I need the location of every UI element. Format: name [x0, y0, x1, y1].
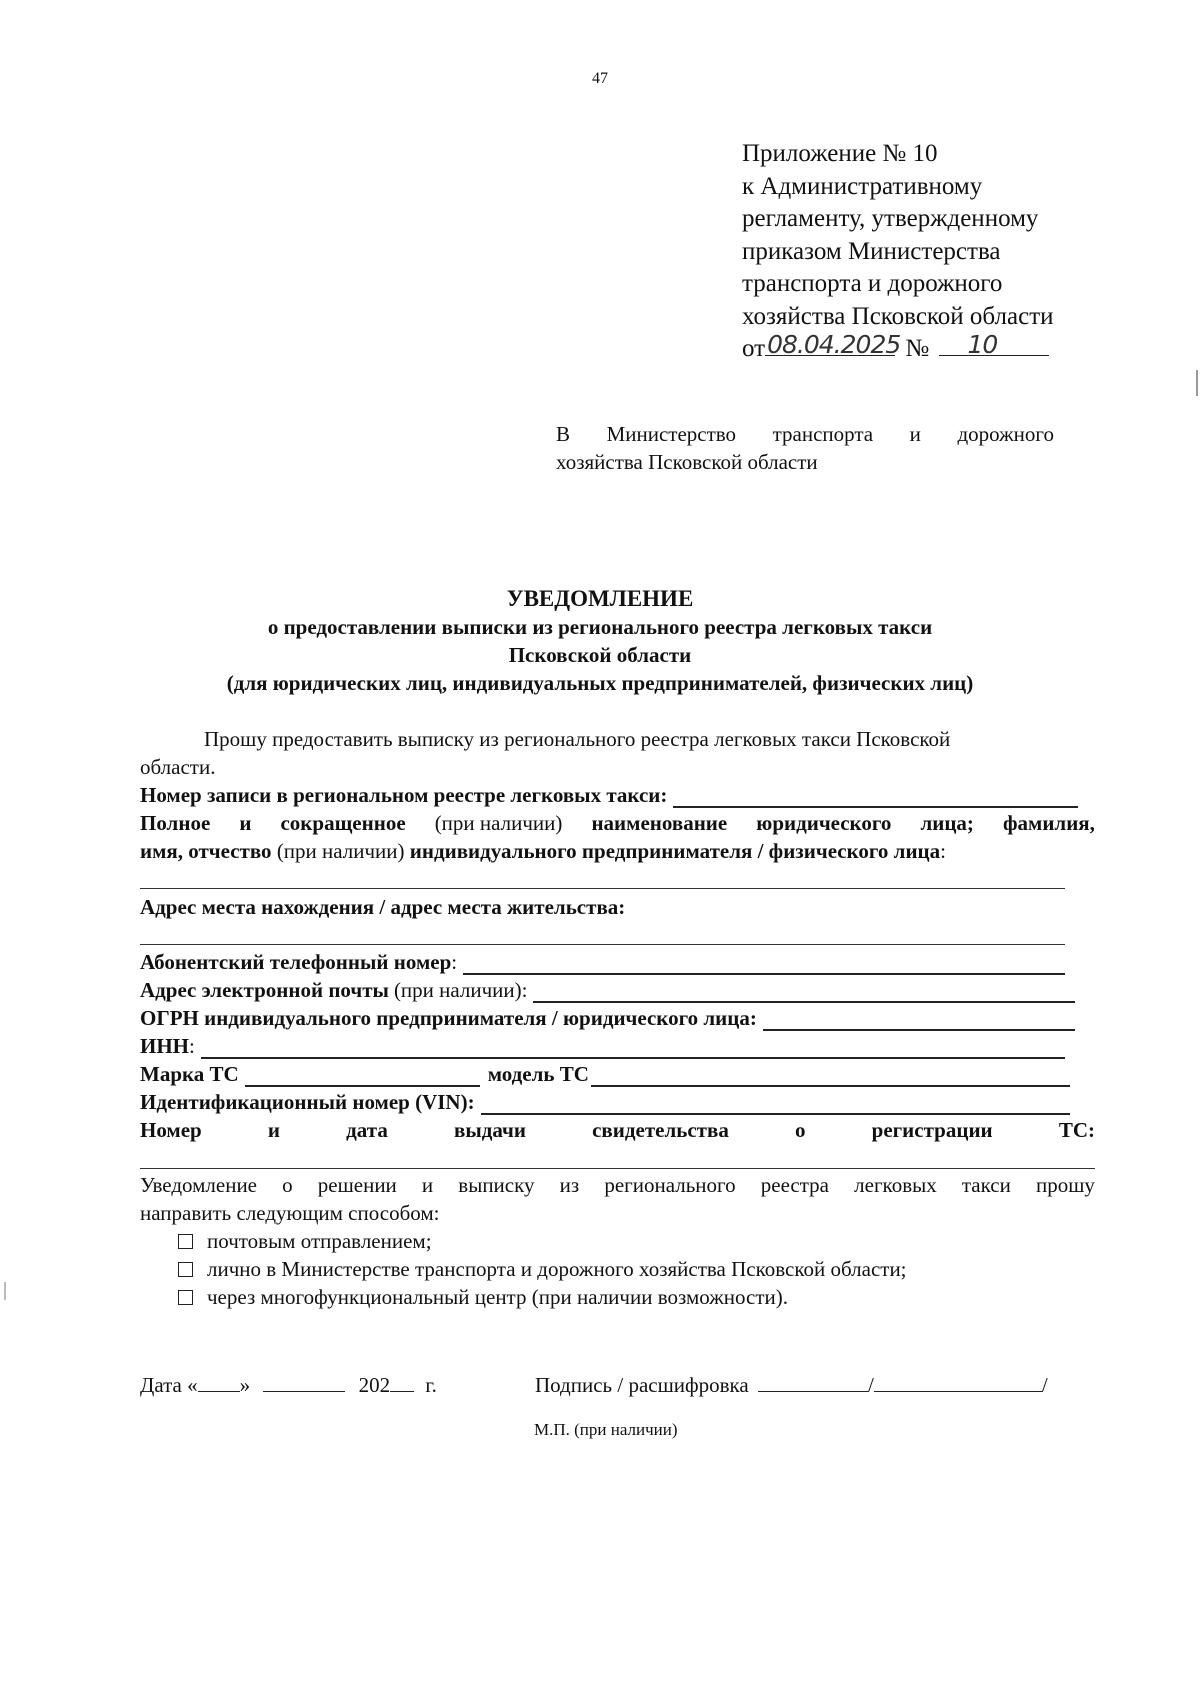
vehicle-brand-model-field[interactable]: [140, 1062, 1070, 1087]
text-word: Уведомление: [140, 1173, 258, 1197]
document-title: [140, 585, 1060, 697]
inn-colon: :: [189, 1034, 195, 1058]
signature-decode-input[interactable]: [874, 1373, 1042, 1392]
ogrn-input[interactable]: [763, 1007, 1075, 1031]
addressee-line-2: хозяйства Псковской области: [556, 450, 818, 474]
label-note: (при наличии): [276, 839, 405, 863]
text-word: прошу: [1035, 1173, 1095, 1197]
label-word: юридического: [756, 811, 892, 835]
label-word: и: [239, 811, 252, 835]
addressee-block: [556, 420, 1054, 476]
number-prefix: №: [905, 335, 930, 362]
scan-edge-mark: [1196, 370, 1198, 396]
label-word: выдачи: [453, 1118, 526, 1142]
record-number-input[interactable]: [673, 784, 1078, 808]
phone-input[interactable]: [463, 951, 1065, 975]
handwritten-date: 08.04.2025: [767, 329, 901, 359]
delivery-line-2: направить следующим способом:: [140, 1201, 440, 1225]
name-label-line-2: [140, 839, 946, 864]
handwritten-number: 10: [967, 329, 998, 359]
title-line: о предоставлении выписки из регионального реестра легковых такси: [267, 615, 933, 639]
label-word: дата: [346, 1118, 388, 1142]
vin-input[interactable]: [481, 1091, 1070, 1115]
model-label: модель ТС: [487, 1062, 589, 1086]
label-note: (при наличии): [434, 811, 563, 835]
addressee-line-1: [556, 420, 1054, 448]
checkbox[interactable]: [178, 1234, 193, 1249]
signature-input[interactable]: [758, 1373, 868, 1392]
ogrn-label: ОГРН индивидуального предпринимателя / юридического лица:: [140, 1006, 757, 1030]
scan-edge-mark: [4, 1282, 6, 1300]
option-label: лично в Министерстве транспорта и дорожного хозяйства Псковской области;: [207, 1257, 907, 1281]
label-word: лица;: [920, 811, 974, 835]
delivery-option-mfc[interactable]: [178, 1285, 788, 1310]
inn-field[interactable]: [140, 1034, 1065, 1059]
appendix-line: приказом Министерства: [742, 237, 1001, 265]
handwritten-number-field: [939, 329, 1049, 359]
model-input[interactable]: [591, 1063, 1070, 1087]
date-close-quote: »: [239, 1373, 251, 1397]
text-word: реестра: [760, 1173, 830, 1197]
phone-label: Абонентский телефонный номер: [140, 950, 452, 974]
record-number-field[interactable]: [140, 783, 1078, 808]
email-note: (при наличии):: [393, 978, 528, 1002]
checkbox[interactable]: [178, 1262, 193, 1277]
text-word: легковых: [854, 1173, 937, 1197]
text-word: из: [559, 1173, 580, 1197]
addressee-word: транспорта: [772, 422, 874, 446]
appendix-line: к Административному: [742, 172, 983, 200]
date-field[interactable]: [140, 1373, 437, 1398]
request-line-2: области.: [140, 755, 216, 779]
label-colon: :: [940, 839, 946, 863]
inn-input[interactable]: [201, 1035, 1065, 1059]
name-input-line[interactable]: [140, 888, 1065, 889]
appendix-block: [742, 138, 1054, 369]
appendix-line: хозяйства Псковской области: [742, 302, 1054, 330]
label-word: Полное: [140, 811, 211, 835]
appendix-line: регламенту, утвержденному: [742, 205, 1039, 232]
slash: /: [867, 1373, 874, 1397]
option-label: почтовым отправлением;: [207, 1229, 432, 1253]
address-input-line[interactable]: [140, 944, 1065, 945]
email-label: Адрес электронной почты: [140, 978, 389, 1002]
label-word: ТС:: [1058, 1118, 1095, 1142]
name-label-line-1: [140, 811, 1095, 836]
text-word: регионального: [604, 1173, 736, 1197]
appendix-date-line: [742, 329, 1054, 369]
page-number: 47: [592, 70, 608, 87]
label-word: регистрации: [871, 1118, 993, 1142]
title-main: УВЕДОМЛЕНИЕ: [506, 586, 694, 611]
year-input[interactable]: [390, 1373, 414, 1392]
addressee-word: и: [909, 422, 921, 446]
text-word: и: [421, 1173, 434, 1197]
title-line: (для юридических лиц, индивидуальных предпринимателей, физических лиц): [226, 671, 974, 695]
ogrn-field[interactable]: [140, 1006, 1075, 1031]
year-prefix: 202: [358, 1373, 391, 1397]
vin-label: Идентификационный номер (VIN):: [140, 1090, 475, 1114]
label-word: о: [794, 1118, 806, 1142]
delivery-option-post[interactable]: [178, 1229, 432, 1254]
email-input[interactable]: [533, 979, 1075, 1003]
phone-field[interactable]: [140, 950, 1065, 975]
label-word: имя, отчество: [140, 839, 272, 863]
request-line-1: Прошу предоставить выписку из регионального реестра легковых такси Псковской: [204, 727, 951, 751]
addressee-word: дорожного: [957, 422, 1054, 446]
option-label: через многофункциональный центр (при наличии возможности).: [207, 1285, 788, 1309]
brand-input[interactable]: [245, 1063, 480, 1087]
vin-field[interactable]: [140, 1090, 1070, 1115]
date-prefix: от: [742, 335, 766, 362]
slash: /: [1041, 1373, 1048, 1397]
signature-label: Подпись / расшифровка: [535, 1373, 749, 1397]
text-word: такси: [961, 1173, 1011, 1197]
phone-colon: :: [451, 950, 458, 974]
label-word: наименование: [591, 811, 728, 835]
signature-field[interactable]: [535, 1373, 1048, 1398]
text-word: о: [282, 1173, 293, 1197]
email-field[interactable]: [140, 978, 1075, 1003]
addressee-word: Министерство: [606, 422, 737, 446]
text-word: выписку: [458, 1173, 535, 1197]
day-input[interactable]: [198, 1373, 240, 1392]
month-input[interactable]: [263, 1373, 345, 1392]
handwritten-date-field: [765, 329, 901, 359]
title-line: Псковской области: [508, 643, 692, 667]
certificate-input-line[interactable]: [140, 1168, 1095, 1169]
addressee-word: В: [556, 422, 571, 446]
address-label: Адрес места нахождения / адрес места жительства:: [140, 895, 626, 919]
year-suffix: г.: [425, 1373, 437, 1397]
record-number-label: Номер записи в региональном реестре легковых такси:: [140, 783, 668, 807]
delivery-option-in-person[interactable]: [178, 1257, 907, 1282]
brand-label: Марка ТС: [140, 1062, 239, 1086]
label-word: свидетельства: [592, 1118, 729, 1142]
delivery-line-1: [140, 1173, 1095, 1198]
appendix-line: Приложение № 10: [742, 140, 938, 167]
inn-label: ИНН: [140, 1034, 190, 1058]
label-word: Номер: [140, 1118, 202, 1142]
date-label: Дата «: [140, 1373, 198, 1397]
label-word: и: [267, 1118, 281, 1142]
certificate-label: [140, 1118, 1095, 1143]
checkbox[interactable]: [178, 1290, 193, 1305]
text-word: решении: [317, 1173, 397, 1197]
label-word: фамилия,: [1002, 811, 1095, 835]
stamp-place: М.П. (при наличии): [534, 1420, 678, 1439]
label-word: сокращенное: [280, 811, 406, 835]
label-word: индивидуального предпринимателя / физического лица: [409, 839, 941, 863]
appendix-line: транспорта и дорожного: [742, 270, 1003, 297]
